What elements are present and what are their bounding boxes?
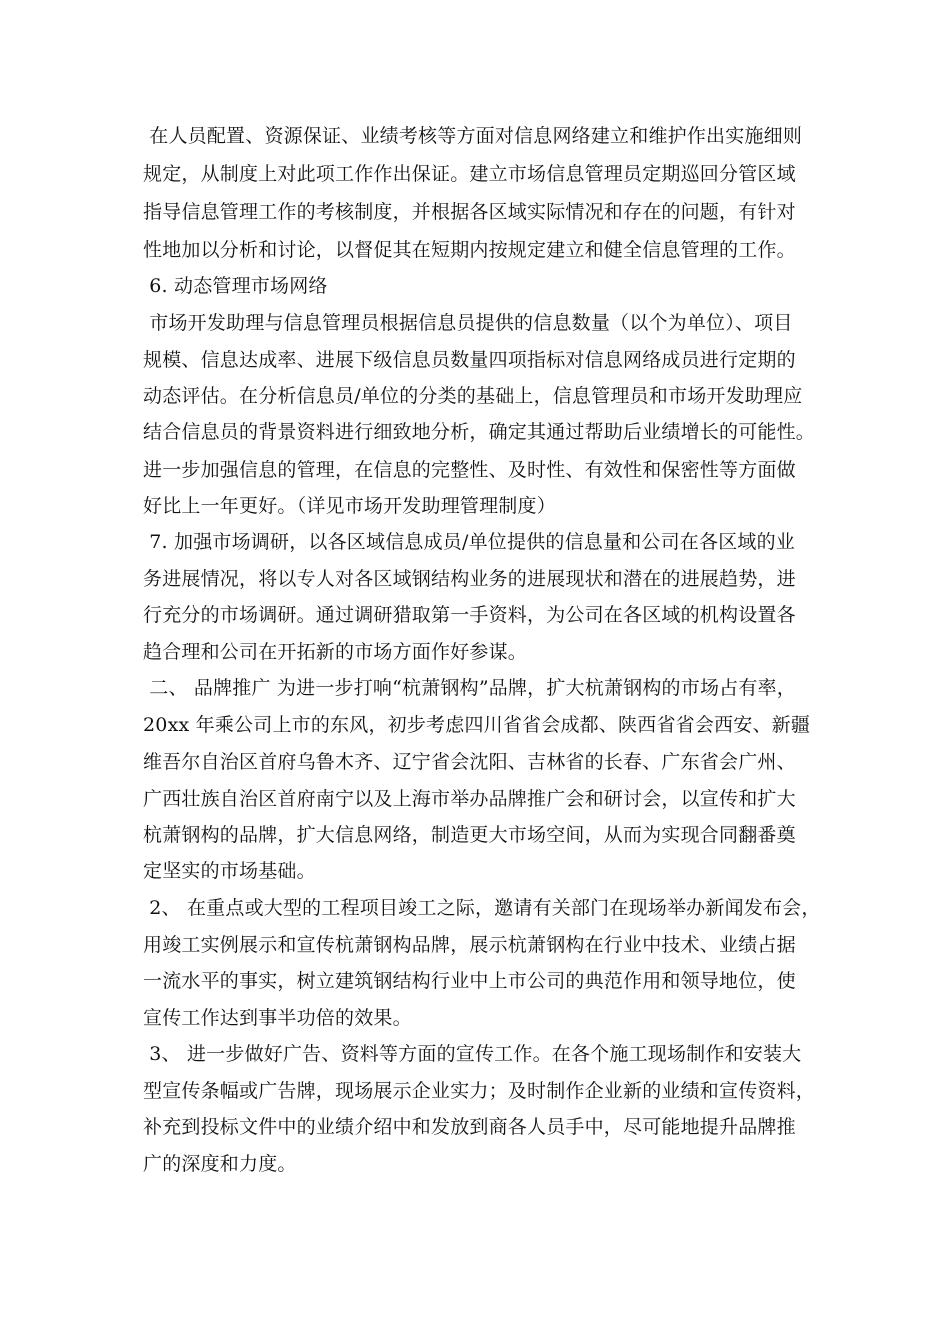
- text-line: 在人员配置、资源保证、业绩考核等方面对信息网络建立和维护作出实施细则: [143, 125, 803, 147]
- text-line: 补充到投标文件中的业绩介绍中和发放到商各人员手中，尽可能地提升品牌推: [143, 1116, 796, 1138]
- text-line: 宣传工作达到事半功倍的效果。: [143, 1007, 412, 1029]
- text-line: 规模、信息达成率、进展下级信息员数量四项指标对信息网络成员进行定期的: [143, 349, 796, 371]
- text-line: 指导信息管理工作的考核制度，并根据各区域实际情况和存在的问题，有针对: [143, 201, 796, 223]
- text-line: 定坚实的市场基础。: [143, 860, 316, 882]
- text-line: 好比上一年更好。（详见市场开发助理管理制度）: [143, 495, 556, 517]
- text-line: 性地加以分析和讨论，以督促其在短期内按规定建立和健全信息管理的工作。: [143, 239, 796, 261]
- text-line: 一流水平的事实，树立建筑钢结构行业中上市公司的典范作用和领导地位，使: [143, 970, 796, 992]
- text-line: 20xx 年乘公司上市的东风，初步考虑四川省省会成都、陕西省省会西安、新疆: [143, 714, 811, 736]
- text-line: 7. 加强市场调研，以各区域信息成员/单位提供的信息量和公司在各区域的业: [143, 531, 796, 553]
- text-line: 行充分的市场调研。通过调研猎取第一手资料，为公司在各区域的机构设置各: [143, 604, 796, 626]
- text-line: 市场开发助理与信息管理员根据信息员提供的信息数量（以个为单位）、项目: [143, 312, 793, 334]
- text-line: 规定，从制度上对此项工作作出保证。建立市场信息管理员定期巡回分管区域: [143, 163, 796, 185]
- text-line: 广的深度和力度。: [143, 1153, 297, 1175]
- text-line: 杭萧钢构的品牌，扩大信息网络，制造更大市场空间，从而为实现合同翻番奠: [143, 824, 796, 846]
- text-line: 趋合理和公司在开拓新的市场方面作好参谋。: [143, 641, 528, 663]
- text-line: 型宣传条幅或广告牌，现场展示企业实力；及时制作企业新的业绩和宣传资料，: [143, 1080, 816, 1102]
- text-line: 2、 在重点或大型的工程项目竣工之际，邀请有关部门在现场举办新闻发布会，: [143, 897, 821, 919]
- text-line: 用竣工实例展示和宣传杭萧钢构品牌，展示杭萧钢构在行业中技术、业绩占据: [143, 934, 796, 956]
- text-line: 结合信息员的背景资料进行细致地分析，确定其通过帮助后业绩增长的可能性。: [143, 421, 816, 443]
- text-line: 广西壮族自治区首府南宁以及上海市举办品牌推广会和研讨会，以宣传和扩大: [143, 788, 796, 810]
- text-line: 3、 进一步做好广告、资料等方面的宣传工作。在各个施工现场制作和安装大: [143, 1043, 802, 1065]
- text-line: 动态评估。在分析信息员/单位的分类的基础上，信息管理员和市场开发助理应: [143, 385, 803, 407]
- text-line: 维吾尔自治区首府乌鲁木齐、辽宁省会沈阳、吉林省的长春、广东省会广州、: [143, 751, 796, 773]
- section-heading: 二、 品牌推广 为进一步打响“杭萧钢构”品牌，扩大杭萧钢构的市场占有率，: [143, 677, 796, 699]
- text-line: 务进展情况，将以专人对各区域钢结构业务的进展现状和潜在的进展趋势，进: [143, 568, 796, 590]
- section-heading: 6. 动态管理市场网络: [143, 275, 328, 297]
- text-line: 进一步加强信息的管理，在信息的完整性、及时性、有效性和保密性等方面做: [143, 459, 796, 481]
